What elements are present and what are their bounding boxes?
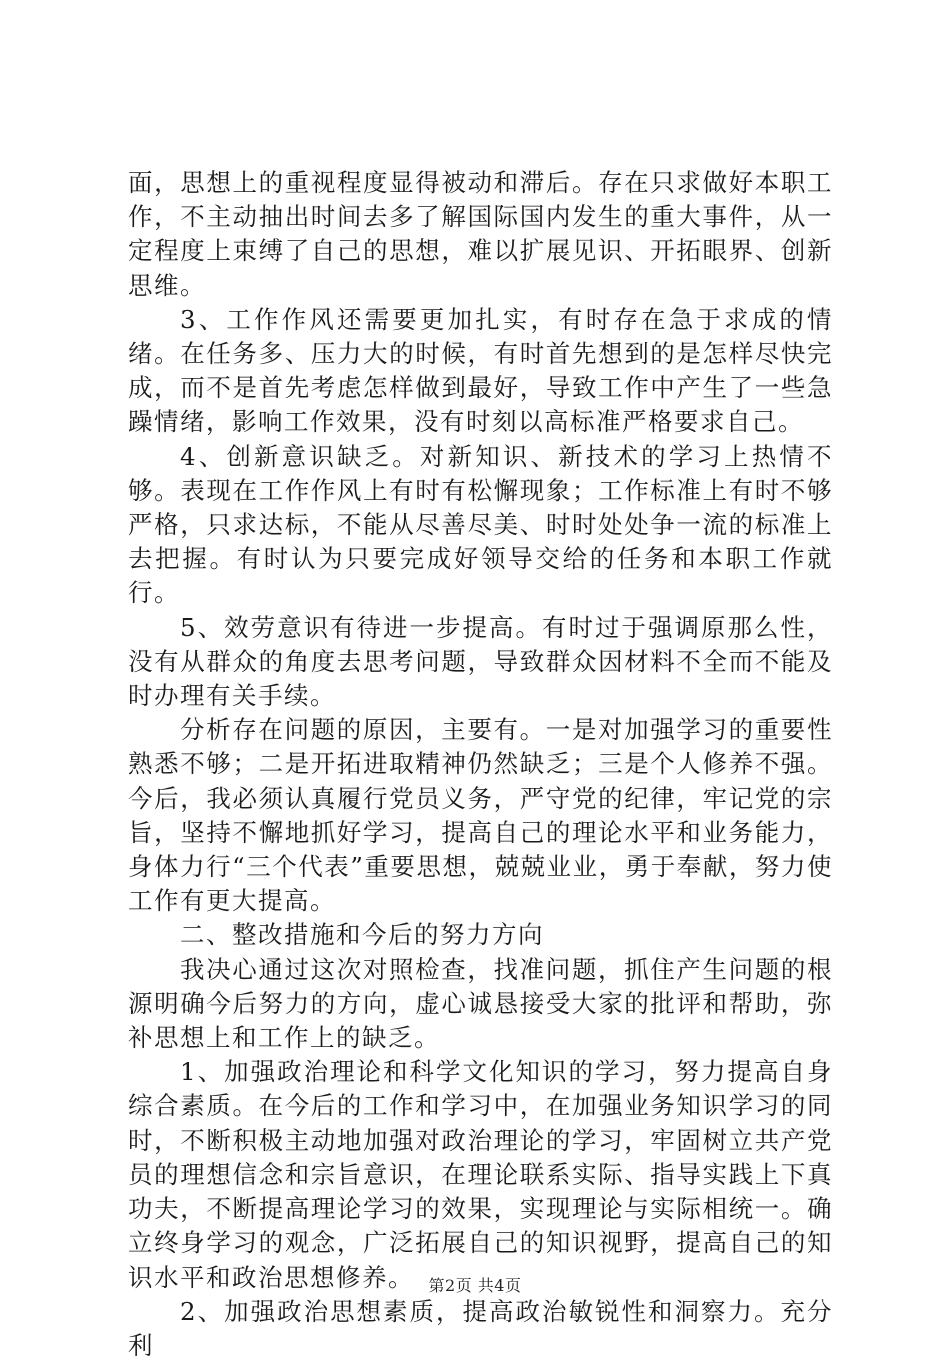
section-heading-2: 二、整改措施和今后的努力方向 [180,920,544,950]
paragraph-measure-2: 2、加强政治思想素质，提高政治敏锐性和洞察力。充分利 [128,1296,833,1360]
paragraph-item-5: 5、效劳意识有待进一步提高。有时过于强调原那么性，没有从群众的角度去思考问题，导致群众因材料不全而不能及时办理有关手续。 [128,612,833,711]
page-number-footer: 第2页 共4页 [428,1276,522,1295]
paragraph-resolution: 我决心通过这次对照检查，找准问题，抓住产生问题的根源明确今后努力的方向，虚心诚恳接受大家的批评和帮助，弥补思想上和工作上的缺乏。 [128,954,833,1053]
paragraph-item-4: 4、创新意识缺乏。对新知识、新技术的学习上热情不够。表现在工作作风上有时有松懈现象；工作标准上有时不够严格，只求达标，不能从尽善尽美、时时处处争一流的标准上去把握。有时认为只要完成好领导交给的任务和本职工作就行。 [128,441,833,608]
paragraph-item-3: 3、工作作风还需要更加扎实，有时存在急于求成的情绪。在任务多、压力大的时候，有时首先想到的是怎样尽快完成，而不是首先考虑怎样做到最好，导致工作中产生了一些急躁情绪，影响工作效果，没有时刻以高标准严格要求自己。 [128,304,833,437]
paragraph-measure-1: 1、加强政治理论和科学文化知识的学习，努力提高自身综合素质。在今后的工作和学习中，在加强业务知识学习的同时，不断积极主动地加强对政治理论的学习，牢固树立共产党员的理想信念和宗旨意识，在理论联系实际、指导实践上下真功夫，不断提高理论学习的效果，实现理论与实际相统一。确立终身学习的观念，广泛拓展自己的知识视野，提高自己的知识水平和政治思想修养。 [128,1057,833,1292]
paragraph-cause-analysis: 分析存在问题的原因，主要有。一是对加强学习的重要性熟悉不够；二是开拓进取精神仍然缺乏；三是个人修养不强。今后，我必须认真履行党员义务，严守党的纪律，牢记党的宗旨，坚持不懈地抓好学习，提高自己的理论水平和业务能力，身体力行“三个代表”重要思想，兢兢业业，勇于奉献，努力使工作有更大提高。 [128,715,833,916]
document-body [128,166,833,1363]
paragraph-continuation: 面，思想上的重视程度显得被动和滞后。存在只求做好本职工作，不主动抽出时间去多了解国际国内发生的重大事件，从一定程度上束缚了自己的思想，难以扩展见识、开拓眼界、创新思维。 [128,168,833,300]
